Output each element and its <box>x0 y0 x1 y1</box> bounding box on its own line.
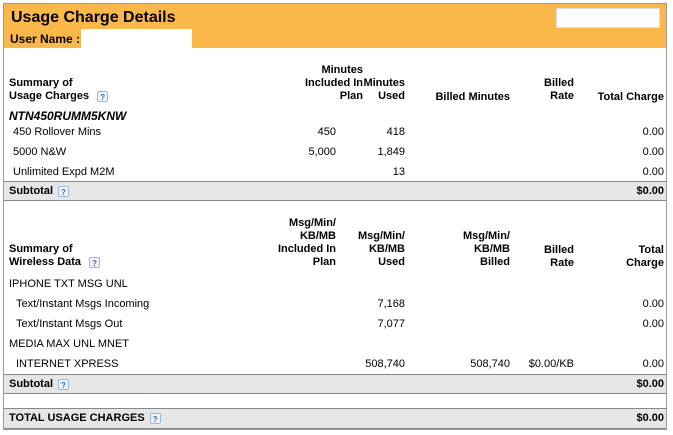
help-icon[interactable]: ? <box>150 413 161 424</box>
usage-charge-details-panel <box>3 3 667 430</box>
usage-subtotal-text: Subtotal <box>9 185 53 197</box>
table-row <box>4 317 666 335</box>
total-usage-text: TOTAL USAGE CHARGES <box>9 412 145 424</box>
usage-billed-rate-header: Billed Rate <box>544 77 574 102</box>
row-used: 418 <box>386 126 405 138</box>
wireless-summary-label-line2: Wireless Data <box>9 256 82 268</box>
row-used: 13 <box>392 166 405 178</box>
wireless-included-header: Msg/Min/ KB/MB Included In Plan <box>277 217 336 268</box>
row-name: 5000 N&W <box>13 146 67 158</box>
help-icon[interactable]: ? <box>58 186 69 197</box>
row-name: 450 Rollover Mins <box>13 126 102 138</box>
row-total: 0.00 <box>642 146 664 158</box>
username-value <box>81 29 192 48</box>
usage-subtotal-value: $0.00 <box>636 185 664 197</box>
row-name: IPHONE TXT MSG UNL <box>9 278 128 290</box>
row-included: 450 <box>317 126 336 138</box>
wireless-used-header: Msg/Min/ KB/MB Used <box>357 230 405 268</box>
row-name: MEDIA MAX UNL MNET <box>9 338 129 350</box>
row-total: 0.00 <box>642 298 664 310</box>
group-row <box>4 277 666 295</box>
wireless-subtotal-row <box>4 374 666 394</box>
username-label: User Name : <box>10 32 81 46</box>
usage-summary-header <box>9 77 108 103</box>
row-name: Text/Instant Msgs Incoming <box>16 298 150 310</box>
usage-summary-label-line2: Usage Charges <box>9 90 90 102</box>
row-total: 0.00 <box>642 166 664 178</box>
help-icon[interactable]: ? <box>97 91 108 102</box>
usage-total-charge-header: Total Charge <box>597 91 664 103</box>
row-total: 0.00 <box>642 126 664 138</box>
wireless-summary-label-line1: Summary of <box>9 243 73 255</box>
table-row <box>4 125 666 143</box>
row-name: Unlimited Expd M2M <box>13 166 115 178</box>
usage-billed-minutes-header: Billed Minutes <box>435 91 510 103</box>
row-rate: $0.00/KB <box>528 358 574 370</box>
usage-subtotal-row <box>4 181 666 201</box>
usage-included-header: Minutes Included In Plan <box>304 64 363 102</box>
usage-header-row <box>4 64 666 106</box>
table-row <box>4 297 666 315</box>
row-used: 1,849 <box>377 146 405 158</box>
group-row <box>4 337 666 355</box>
table-row <box>4 145 666 163</box>
wireless-total-charge-header: Total Charge <box>626 244 664 269</box>
help-icon[interactable]: ? <box>89 257 100 268</box>
wireless-summary-header <box>9 243 100 269</box>
panel-header <box>4 4 666 48</box>
row-used: 7,077 <box>377 318 405 330</box>
row-used: 7,168 <box>377 298 405 310</box>
wireless-header-row <box>4 217 666 273</box>
usage-used-header: Minutes Used <box>363 77 405 102</box>
row-billed: 508,740 <box>470 358 510 370</box>
total-usage-value: $0.00 <box>636 412 664 424</box>
wireless-subtotal-label <box>9 378 69 390</box>
wireless-billed-header: Msg/Min/ KB/MB Billed <box>462 230 510 268</box>
row-included: 5,000 <box>308 146 336 158</box>
usage-subtotal-label <box>9 185 69 197</box>
plan-name-row <box>4 108 666 124</box>
plan-name: NTN450RUMM5KNW <box>9 109 127 123</box>
header-field <box>556 8 660 28</box>
row-total: 0.00 <box>642 318 664 330</box>
wireless-billed-rate-header: Billed Rate <box>544 244 574 269</box>
wireless-subtotal-value: $0.00 <box>636 378 664 390</box>
row-name: Text/Instant Msgs Out <box>16 318 123 330</box>
usage-summary-label-line1: Summary of <box>9 77 73 89</box>
help-icon[interactable]: ? <box>58 379 69 390</box>
row-total: 0.00 <box>642 358 664 370</box>
total-usage-row <box>4 408 666 429</box>
wireless-subtotal-text: Subtotal <box>9 378 53 390</box>
page-title: Usage Charge Details <box>11 9 176 26</box>
total-usage-label <box>9 412 161 424</box>
table-row <box>4 357 666 375</box>
row-name: INTERNET XPRESS <box>16 358 119 370</box>
row-used: 508,740 <box>365 358 405 370</box>
